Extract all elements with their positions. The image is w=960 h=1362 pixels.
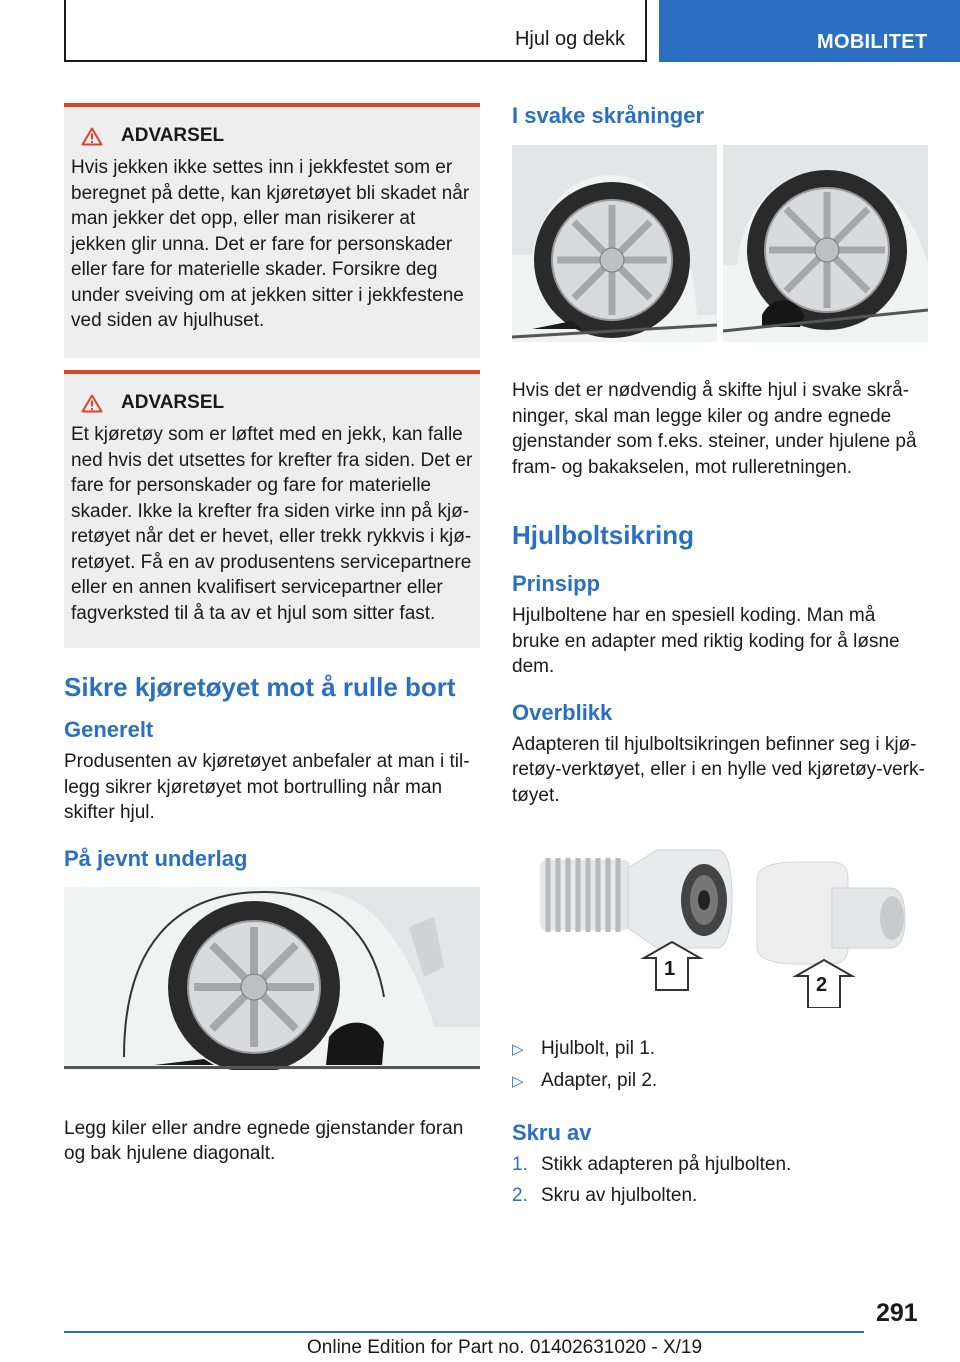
unscrew-steps [512,1152,928,1208]
triangle-bullet-icon: ▷ [512,1073,524,1090]
overview-text: Adapteren til hjulboltsikringen befinner seg i kjøretøy-verktøyet, eller i en hylle ved kjøretøy-verktøyet. [512,733,925,806]
section-title: Hjul og dekk [514,28,625,50]
level-ground-illustration [64,887,480,1070]
warning-box-1 [64,103,480,358]
warning-box-2 [64,370,480,648]
page-number: 291 [876,1299,918,1327]
footer-edition: Online Edition for Part no. 01402631020 - X/19 [307,1337,703,1358]
left-column [64,103,480,1167]
arrow-label-2: 2 [816,974,828,996]
warning-triangle-icon [81,394,103,413]
footer-divider [64,1331,864,1333]
slope-text: Hvis det er nødvendig å skifte hjul i svake skråninger, skal man legge kiler og andre egnede gjenstander som f.eks. steiner, under hjulene på fram- og bakakselen, mot rulleretningen. [512,380,917,478]
step-item: 2. Skru av hjulbolten. [512,1185,698,1206]
warning-title-2: ADVARSEL [71,392,474,414]
heading-overview: Overblikk [512,699,613,725]
heading-level-ground: På jevnt underlag [64,845,248,871]
adapter-shape [757,862,905,964]
heading-general: Generelt [64,717,154,742]
slope-illustration [512,145,928,342]
list-item: ▷ Hjulbolt, pil 1. [512,1036,928,1062]
wheel-bolt-shape [540,850,732,948]
principle-text: Hjulboltene har en spesiell koding. Man må bruke en adapter med riktig koding for å løsne dem. [512,605,900,677]
level-ground-text: Legg kiler eller andre egnede gjenstander foran og bak hjulene diagonalt. [64,1117,464,1164]
heading-wheel-lock: Hjulboltsikring [512,520,694,550]
list-item: ▷ Adapter, pil 2. [512,1068,928,1094]
step-item: 1. Stikk adapteren på hjulbolten. [512,1154,792,1175]
heading-secure-vehicle: Sikre kjøretøyet mot å rulle bort [64,672,456,702]
warning-title-1: ADVARSEL [71,125,474,147]
heading-principle: Prinsipp [512,571,601,596]
right-column [512,103,928,1208]
arrow-label-1: 1 [664,958,676,980]
warning-text-1: Hvis jekken ikke settes inn i jekkfestet som er beregnet på dette, kan kjøretøyet bli skadet når man jekker det opp, eller man risikerer at jekken glir unna. Det er fare for personskader eller fare for materielle skader. Forsikre deg under sveiving om at jekken sitter i jekkfestene ved siden av hjulhuset. [71,157,470,331]
overview-list [512,1036,928,1094]
triangle-bullet-icon: ▷ [512,1041,524,1058]
heading-unscrew: Skru av [512,1120,592,1145]
warning-triangle-icon [81,127,103,146]
wheel-lock-illustration [512,848,928,1008]
chapter-tab-label: MOBILITET [817,31,928,53]
header-frame [64,0,647,62]
heading-slope: I svake skråninger [512,103,705,128]
chapter-tab[interactable] [659,0,960,62]
general-text: Produsenten av kjøretøyet anbefaler at man i tillegg sikrer kjøretøyet mot bortrulling når man skifter hjul. [64,751,470,823]
warning-text-2: Et kjøretøy som er løftet med en jekk, kan falle ned hvis det utsettes for krefter fra siden. Det er fare for personskader og fare for materielle skader. Ikke la krefter fra siden virke inn på kjøretøyet når det er hevet, eller trekk rykkvis i kjøretøyet. Få en av produsentens servicepartnere eller en annen kvalifisert servicepartner eller fagverksted til å ta av et hjul som sitter fast. [71,424,473,624]
